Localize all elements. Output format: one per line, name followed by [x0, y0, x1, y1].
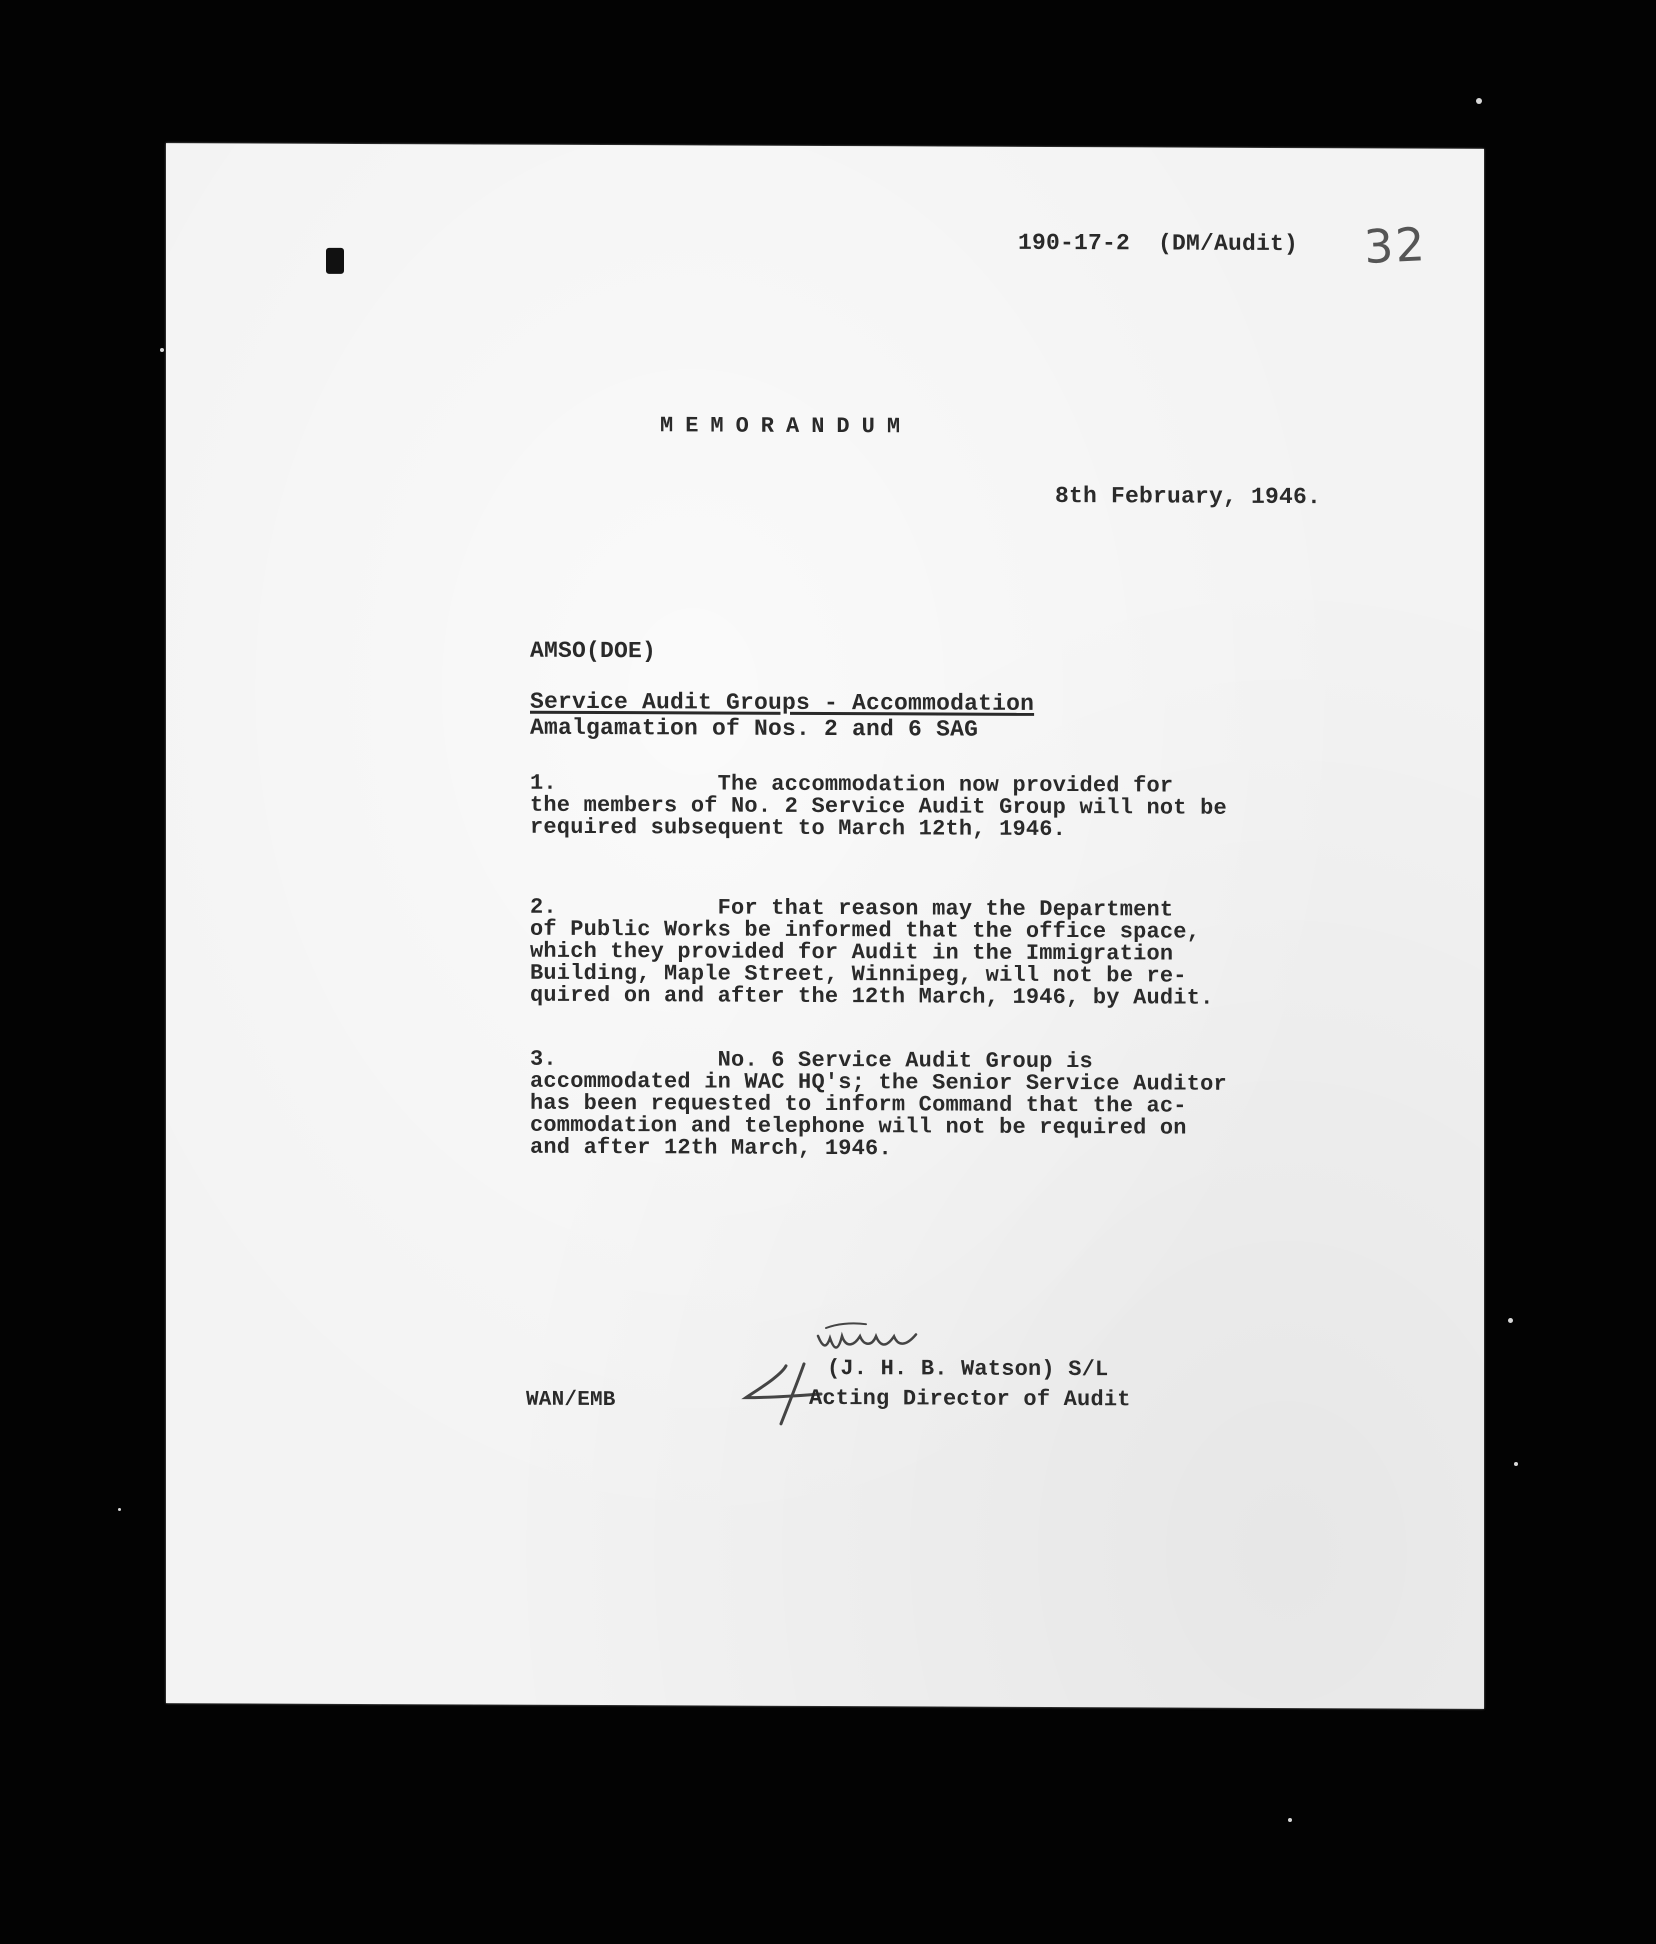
- paragraph-number: 2.: [530, 894, 557, 920]
- paragraph-number: 1.: [530, 770, 557, 796]
- file-reference: 190-17-2 (DM/Audit): [1018, 229, 1299, 258]
- dust-speck: [1288, 1818, 1292, 1822]
- paragraph-line: No. 6 Service Audit Group is: [717, 1047, 1093, 1075]
- paragraph-line: has been requested to inform Command that the ac-: [530, 1090, 1187, 1119]
- paragraph-line: the members of No. 2 Service Audit Group will not be: [530, 792, 1227, 821]
- dust-speck: [1508, 1318, 1513, 1323]
- paragraph-3: [530, 1046, 1227, 1162]
- paragraph-line: quired on and after the 12th March, 1946, by Audit.: [530, 982, 1214, 1011]
- paragraph-number: 3.: [530, 1046, 557, 1072]
- paragraph-line: accommodated in WAC HQ's; the Senior Service Auditor: [530, 1068, 1227, 1097]
- paragraph-2: [530, 894, 1214, 1011]
- memo-subject: Service Audit Groups - Accommodation: [530, 688, 1035, 717]
- memo-addressee: AMSO(DOE): [530, 637, 657, 665]
- memo-subject-secondary: Amalgamation of Nos. 2 and 6 SAG: [530, 714, 979, 743]
- dust-speck: [118, 1508, 121, 1511]
- memo-page: [166, 143, 1484, 1709]
- dust-speck: [1514, 1462, 1518, 1466]
- paragraph-line: and after 12th March, 1946.: [530, 1134, 892, 1162]
- handwritten-page-number: 32: [1362, 217, 1428, 274]
- paragraph-line: commodation and telephone will not be required on: [530, 1112, 1187, 1141]
- dust-speck: [160, 348, 164, 352]
- paragraph-line: For that reason may the Department: [717, 895, 1174, 923]
- paragraph-1: [530, 770, 1227, 843]
- punch-mark: [326, 248, 344, 274]
- paragraph-line: Building, Maple Street, Winnipeg, will not be re-: [530, 960, 1187, 989]
- paragraph-line: The accommodation now provided for: [717, 771, 1174, 799]
- paragraph-line: required subsequent to March 12th, 1946.: [530, 814, 1067, 843]
- signatory-title: Acting Director of Audit: [809, 1385, 1131, 1413]
- typist-initials: WAN/EMB: [526, 1388, 616, 1413]
- signatory-name: (J. H. B. Watson) S/L: [827, 1356, 1109, 1383]
- memo-date: 8th February, 1946.: [1055, 483, 1322, 511]
- dust-speck: [1476, 98, 1482, 104]
- paragraph-line: of Public Works be informed that the office space,: [530, 916, 1201, 945]
- paragraph-line: which they provided for Audit in the Immigration: [530, 938, 1174, 967]
- memo-title: MEMORANDUM: [660, 413, 913, 440]
